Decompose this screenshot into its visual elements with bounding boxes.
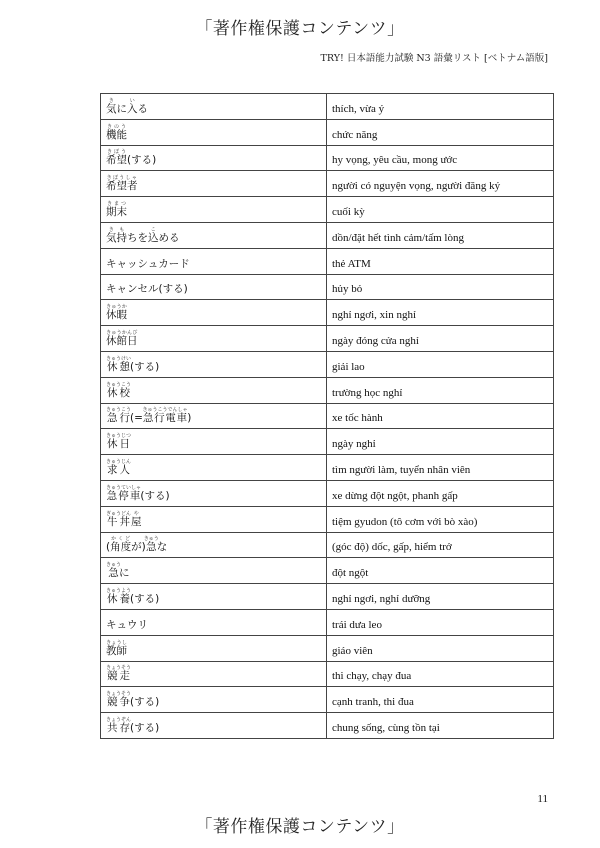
term-text [106,639,127,657]
term-text: 急停車きゅうていしゃ(する) [106,484,170,502]
japanese-term [101,145,327,171]
term-text [106,458,132,476]
furigana-reading: きゅう [106,562,122,569]
table-row [101,687,554,713]
furigana-reading: きのう [106,123,127,130]
japanese-term [101,635,327,661]
table-row [101,455,554,481]
vietnamese-meaning: nghỉ ngơi, xin nghỉ [327,300,554,326]
term-text: 共存きょうぞん(する) [106,716,160,734]
vietnamese-meaning: hủy bỏ [327,274,554,300]
copyright-watermark-top: 「著作権保護コンテンツ」 [195,19,405,39]
furigana-word: 入い [127,97,138,115]
furigana-word: 競走きょうそう [106,665,132,683]
term-text: 休憩きゅうけい(する) [106,355,160,373]
furigana-reading: きゅうじつ [106,433,132,440]
table-row [101,94,554,120]
term-text [106,200,127,218]
japanese-term [101,119,327,145]
term-text: 希望きぼう(する) [106,149,157,167]
term-text: 気きに入いる [106,97,148,115]
furigana-word: 急行きゅうこう [106,407,132,425]
term-text [106,433,132,451]
furigana-word: 機能きのう [106,123,127,141]
vietnamese-meaning: thi chạy, chạy đua [327,661,554,687]
term-text [106,175,138,193]
page-number: 11 [537,793,548,805]
vietnamese-meaning: chung sống, cùng tồn tại [327,713,554,739]
term-text [106,329,138,347]
document-header: TRY! 日本語能力試験 N3 語彙リスト [ベトナム語版] [320,53,548,64]
table-row [101,558,554,584]
term-text [106,123,127,141]
japanese-term [101,480,327,506]
table-row [101,351,554,377]
vietnamese-meaning: ngày đóng cửa nghỉ [327,326,554,352]
furigana-word: 休日きゅうじつ [106,433,132,451]
vietnamese-meaning: thích, vừa ý [327,94,554,120]
term-text [106,665,132,683]
vietnamese-meaning: cuối kỳ [327,197,554,223]
furigana-reading: い [127,97,138,104]
vietnamese-meaning: xe dừng đột ngột, phanh gấp [327,480,554,506]
japanese-term [101,300,327,326]
furigana-word: 求人きゅうじん [106,458,132,476]
vietnamese-meaning: người có nguyện vọng, người đăng ký [327,171,554,197]
table-row [101,584,554,610]
table-row [101,222,554,248]
table-row [101,171,554,197]
furigana-reading: ぎゅうどん [106,510,132,517]
table-row [101,609,554,635]
japanese-term [101,326,327,352]
table-row [101,248,554,274]
furigana-word: 込こ [148,226,159,244]
furigana-reading: きゅうこう [106,381,132,388]
table-row [101,635,554,661]
furigana-reading: きゅう [143,536,159,543]
vietnamese-meaning: dồn/đặt hết tình cảm/tấm lòng [327,222,554,248]
table-row [101,429,554,455]
table-row [101,326,554,352]
table-row [101,713,554,739]
japanese-term [101,248,327,274]
vietnamese-meaning: nghỉ ngơi, nghỉ dưỡng [327,584,554,610]
furigana-reading: も [116,226,127,233]
furigana-word: 急停車きゅうていしゃ [106,484,142,502]
japanese-term [101,558,327,584]
vietnamese-meaning: tiệm gyudon (tô cơm với bò xào) [327,506,554,532]
japanese-term [101,171,327,197]
table-row [101,661,554,687]
table-row [101,274,554,300]
japanese-term [101,661,327,687]
furigana-reading: きょうそう [106,665,132,672]
japanese-term [101,403,327,429]
furigana-reading: や [131,510,142,517]
table-row [101,403,554,429]
japanese-term [101,197,327,223]
table-row [101,145,554,171]
furigana-word: 休養きゅうよう [106,587,132,605]
furigana-word: 教師きょうし [106,639,127,657]
furigana-word: 屋や [131,510,142,528]
japanese-term [101,274,327,300]
japanese-term [101,222,327,248]
term-text: キャンセル(する) [106,283,188,296]
furigana-word: 休館日きゅうかんび [106,329,138,347]
japanese-term [101,506,327,532]
vocabulary-table [100,93,554,739]
furigana-reading: きゅうかんび [106,329,138,336]
vietnamese-meaning: hy vọng, yêu cầu, mong ước [327,145,554,171]
furigana-word: 気き [106,226,117,244]
furigana-reading: きぼうしゃ [106,175,138,182]
furigana-reading: きゅうけい [106,355,132,362]
vietnamese-meaning: tìm người làm, tuyển nhân viên [327,455,554,481]
furigana-reading: きゅうていしゃ [106,484,142,491]
furigana-reading: きょうし [106,639,127,646]
japanese-term [101,713,327,739]
table-row [101,119,554,145]
term-text: キュウリ [106,618,148,631]
table-row [101,300,554,326]
furigana-word: 気き [106,97,117,115]
furigana-word: 急行電車きゅうこうでんしゃ [142,407,188,425]
furigana-reading: きょうぞん [106,716,132,723]
vietnamese-meaning: đột ngột [327,558,554,584]
furigana-word: 持も [116,226,127,244]
term-text: キャッシュカード [106,257,190,270]
table-row [101,377,554,403]
furigana-reading: きょうそう [106,691,132,698]
furigana-reading: きゅうか [106,304,127,311]
term-text [106,304,127,322]
japanese-term [101,455,327,481]
vietnamese-meaning: xe tốc hành [327,403,554,429]
furigana-word: 希望きぼう [106,149,127,167]
japanese-term [101,532,327,558]
furigana-reading: きまつ [106,200,127,207]
term-text: 休養きゅうよう(する) [106,587,160,605]
vietnamese-meaning: trường học nghỉ [327,377,554,403]
vietnamese-meaning: (góc độ) dốc, gấp, hiểm trở [327,532,554,558]
furigana-word: 休暇きゅうか [106,304,127,322]
vietnamese-meaning: thẻ ATM [327,248,554,274]
term-text: 急きゅうに [106,562,130,580]
vietnamese-meaning: chức năng [327,119,554,145]
furigana-word: 共存きょうぞん [106,716,132,734]
japanese-term [101,687,327,713]
furigana-word: 休憩きゅうけい [106,355,132,373]
term-text: 競争きょうそう(する) [106,691,160,709]
furigana-reading: きぼう [106,149,127,156]
table-row [101,532,554,558]
furigana-word: 競争きょうそう [106,691,132,709]
vietnamese-meaning: trái dưa leo [327,609,554,635]
vietnamese-meaning: giải lao [327,351,554,377]
japanese-term [101,609,327,635]
furigana-word: 急きゅう [143,536,159,554]
furigana-word: 牛丼ぎゅうどん [106,510,132,528]
furigana-word: 希望者きぼうしゃ [106,175,138,193]
furigana-word: 角度かくど [110,536,132,554]
vietnamese-meaning: ngày nghỉ [327,429,554,455]
furigana-reading: かくど [110,536,132,543]
furigana-word: 休校きゅうこう [106,381,132,399]
furigana-reading: きゅうじん [106,458,132,465]
vietnamese-meaning: giáo viên [327,635,554,661]
table-row [101,197,554,223]
term-text [106,510,142,528]
japanese-term [101,377,327,403]
japanese-term [101,351,327,377]
japanese-term [101,584,327,610]
japanese-term [101,429,327,455]
furigana-reading: きゅうよう [106,587,132,594]
vocabulary-table-body [101,94,554,739]
furigana-word: 急きゅう [106,562,122,580]
table-row [101,480,554,506]
copyright-watermark-bottom: 「著作権保護コンテンツ」 [195,817,405,837]
table-row [101,506,554,532]
furigana-reading: きゅうこうでんしゃ [142,407,188,414]
furigana-reading: こ [148,226,159,233]
furigana-word: 期末きまつ [106,200,127,218]
term-text: 気き持もちを込こめる [106,226,180,244]
furigana-reading: き [106,97,117,104]
term-text [106,381,132,399]
term-text: 急行きゅうこう(=急行電車きゅうこうでんしゃ) [106,407,192,425]
furigana-reading: き [106,226,117,233]
term-text: (角度かくどが)急きゅうな [106,536,168,554]
vietnamese-meaning: cạnh tranh, thi đua [327,687,554,713]
furigana-reading: きゅうこう [106,407,132,414]
japanese-term [101,94,327,120]
